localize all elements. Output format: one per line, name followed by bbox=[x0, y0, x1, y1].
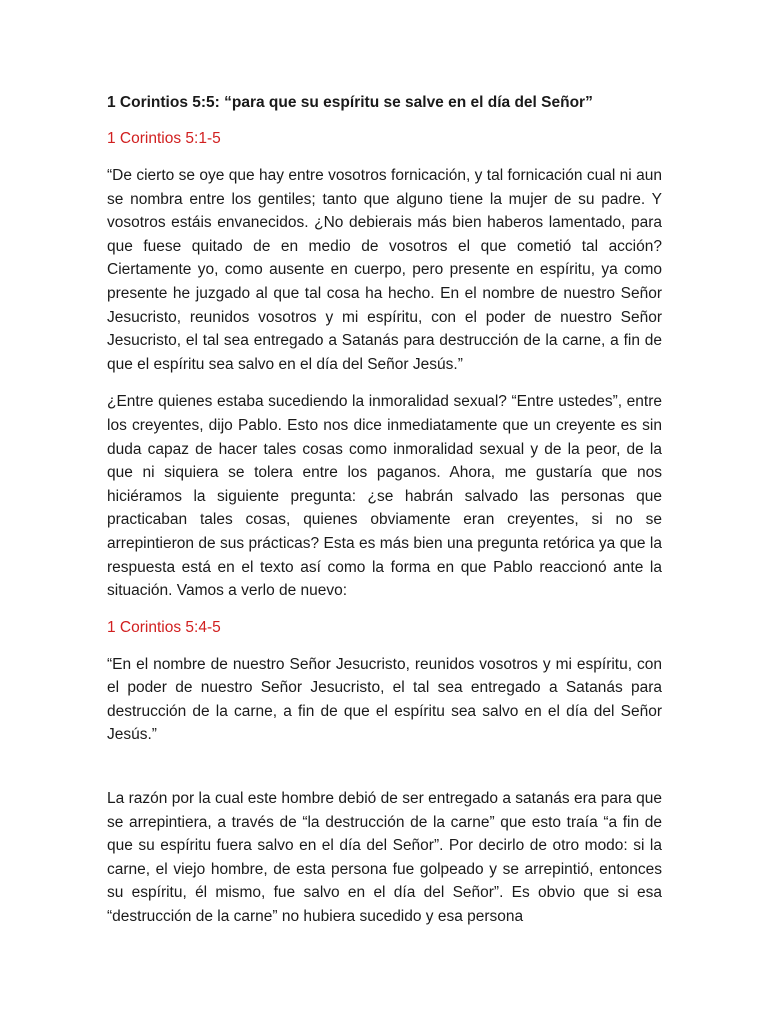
scripture-reference-2: 1 Corintios 5:4-5 bbox=[107, 618, 221, 636]
quote-paragraph-1: “De cierto se oye que hay entre vosotros fornicación, y tal fornicación cual ni aun se nombra entre los gentiles; tanto que alguno tiene la mujer de su padre. Y vosotros estáis envanecidos. ¿No debierais más bien haberos lamentado, para que fuese quitado de en medio de vosotros el que cometió tal acción? Ciertamente yo, como ausente en cuerpo, pero presente en espíritu, ya como presente he juzgado al que tal cosa ha hecho. En el nombre de nuestro Señor Jesucristo, reunidos vosotros y mi espíritu, con el poder de nuestro Señor Jesucristo, el tal sea entregado a Satanás para destrucción de la carne, a fin de que el espíritu sea salvo en el día del Señor Jesús.” bbox=[107, 167, 662, 373]
scripture-reference-1: 1 Corintios 5:1-5 bbox=[107, 130, 221, 147]
commentary-paragraph-2: La razón por la cual este hombre debió de ser entregado a satanás era para que se arrepintiera, a través de “la destrucción de la carne” que esto traía “a fin de que su espíritu fuera salvo en el día del Señor”. Por decirlo de otro modo: si la carne, el viejo hombre, de esta persona fue golpeado y se arrepintió, entonces su espíritu, él mismo, fue salvo en el día del Señor”. Es obvio que si esa “destrucción de la carne” no hubiera sucedido y esa persona bbox=[107, 790, 662, 926]
document-page bbox=[107, 92, 662, 943]
document-title: 1 Corintios 5:5: “para que su espíritu se salve en el día del Señor” bbox=[107, 94, 593, 111]
quote-paragraph-2: “En el nombre de nuestro Señor Jesucristo, reunidos vosotros y mi espíritu, con el poder de nuestro Señor Jesucristo, el tal sea entregado a Satanás para destrucción de la carne, a fin de que el espíritu sea salvo en el día del Señor Jesús.” bbox=[107, 655, 662, 744]
commentary-paragraph-1: ¿Entre quienes estaba sucediendo la inmoralidad sexual? “Entre ustedes”, entre los creyentes, dijo Pablo. Esto nos dice inmediatamente que un creyente es sin duda capaz de hacer tales cosas como inmoralidad sexual y de la peor, de la que ni siquiera se tolera entre los paganos. Ahora, me gustaría que nos hiciéramos la siguiente pregunta: ¿se habrán salvado las personas que practicaban tales cosas, quienes obviamente eran creyentes, si no se arrepintieron de sus prácticas? Esta es más bien una pregunta retórica ya que la respuesta está en el texto así como la forma en que Pablo reaccionó ante la situación. Vamos a verlo de nuevo: bbox=[107, 393, 662, 600]
